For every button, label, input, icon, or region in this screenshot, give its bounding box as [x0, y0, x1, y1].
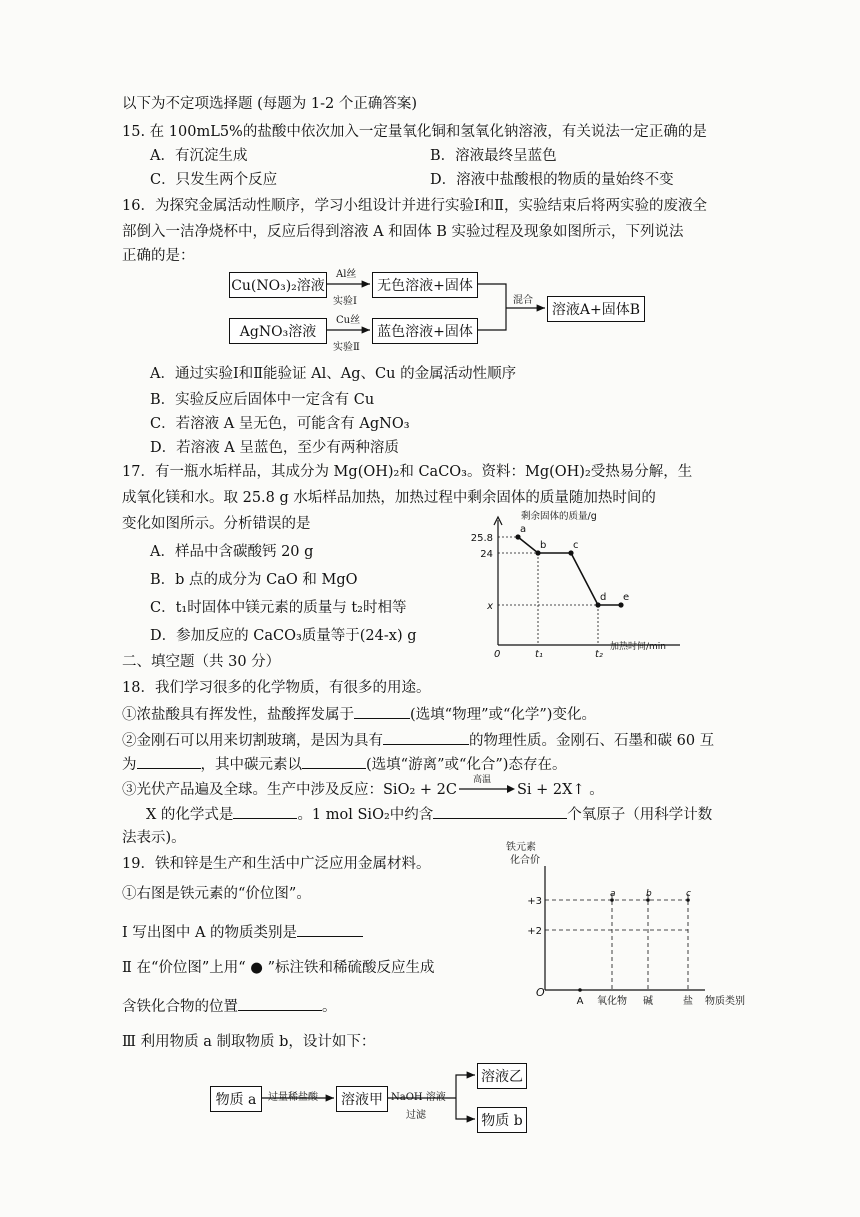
q18-reaction-arrow	[457, 775, 517, 794]
q19-item2b-text: 含铁化合物的位置	[122, 999, 238, 1015]
chart2-point-label-b: b	[646, 889, 652, 899]
chart2-ytick-0: +3	[527, 896, 542, 907]
q19-flow-arrows	[0, 1040, 860, 1150]
chart1-point-e	[618, 602, 623, 607]
q18-p3-text-b: Si + 2X↑ 。	[516, 782, 604, 798]
q17-stem-line2: 成氧化镁和水。取 25.8 g 水垢样品加热，加热过程中剩余固体的质量随加热时间的	[122, 490, 656, 506]
chart1-point-label-b: b	[540, 540, 547, 551]
flow-mix-label: 混合	[513, 295, 533, 306]
q15-option-d: D．溶液中盐酸根的物质的量始终不变	[430, 172, 674, 188]
q15-option-a: A．有沉淀生成	[150, 148, 248, 164]
flow-arrow1-top: Al丝	[336, 269, 357, 280]
flow-arrows	[0, 0, 860, 400]
q18-part3	[122, 775, 604, 800]
q16-stem-line2: 部倒入一洁净烧杯中，反应后得到溶液 A 和固体 B 实验过程及现象如图所示，下列说法	[122, 224, 684, 240]
q18-reaction-condition: 高温	[472, 775, 491, 785]
q18-blank-6[interactable]	[433, 804, 567, 819]
flow-arrow-filter-label: 过滤	[406, 1110, 426, 1121]
q19-blank-1[interactable]	[297, 922, 363, 937]
chart2-category-3: 盐	[683, 996, 693, 1007]
flow-arrow-naoh-label: NaOH 溶液	[391, 1092, 446, 1103]
q18-p2-text-a: ②金刚石可以用来切割玻璃，是因为具有	[122, 733, 383, 749]
q16-stem-line3: 正确的是：	[122, 248, 195, 264]
q16-option-a: A．通过实验Ⅰ和Ⅱ能验证 Al、Ag、Cu 的金属活动性顺序	[150, 366, 517, 382]
q15-option-b: B．溶液最终呈蓝色	[430, 148, 557, 164]
section2-title: 二、填空题（共 30 分）	[122, 654, 281, 670]
chart2-point-label-a: a	[610, 889, 616, 899]
q16-option-d: D．若溶液 A 呈蓝色，至少有两种溶质	[150, 440, 399, 456]
q18-part2	[122, 730, 714, 751]
q17-option-d: D．参加反应的 CaCO₃质量等于(24-x) g	[150, 628, 417, 644]
q19-part1: ①右图是铁元素的“价位图”。	[122, 886, 311, 902]
q15-stem: 15. 在 100mL5%的盐酸中依次加入一定量氧化铜和氢氧化钠溶液，有关说法一定正确的是	[122, 124, 707, 140]
q19-blank-2[interactable]	[238, 996, 322, 1011]
chart2-category-1: 氧化物	[597, 996, 627, 1007]
flow-arrow2-top: Cu丝	[336, 315, 361, 326]
chart1-point-c	[568, 550, 573, 555]
chart1-ytick-1: 24	[480, 549, 493, 560]
q18-p2-text-c: 为	[122, 757, 137, 773]
q19-item2-cont: 含铁化合物的位置 。	[122, 996, 337, 1017]
flow-box-substance-b: 物质 b	[477, 1107, 527, 1133]
q18-p1-text-a: ①浓盐酸具有挥发性，盐酸挥发属于	[122, 707, 354, 723]
chart2-category-0: A	[576, 996, 584, 1007]
q18-part1	[122, 704, 596, 725]
q18-p2-text-d: ，其中碳元素以	[200, 757, 302, 773]
chart2-xlabel: 物质类别	[705, 996, 745, 1007]
chart1-xtick-0: 0	[494, 649, 501, 660]
chart1-point-d	[595, 602, 600, 607]
q16-option-c: C．若溶液 A 呈无色，可能含有 AgNO₃	[150, 416, 410, 432]
q18-part3-end: 法表示)。	[122, 830, 186, 846]
chart1-xlabel: 加热时间/min	[610, 642, 667, 652]
chart1-point-a	[515, 534, 520, 539]
iron-valence-chart	[490, 838, 760, 1013]
chart1-ylabel: 剩余固体的质量/g	[521, 511, 597, 522]
q18-p2-text-e: (选填“游离”或“化合”)态存在。	[366, 757, 567, 773]
q19-item1	[122, 922, 363, 943]
q17-option-b: B．b 点的成分为 CaO 和 MgO	[150, 572, 358, 588]
chart2-point-label-c: c	[686, 889, 691, 899]
q17-stem-line1: 17．有一瓶水垢样品，其成分为 Mg(OH)₂和 CaCO₃。资料：Mg(OH)₂受热易分解，生	[122, 464, 693, 480]
q18-part2-cont	[122, 754, 566, 775]
chart2-ytick-1: +2	[527, 926, 542, 937]
q15-option-c: C．只发生两个反应	[150, 172, 278, 188]
chart2-origin: O	[536, 986, 545, 999]
q17-option-a: A．样品中含碳酸钙 20 g	[150, 544, 314, 560]
q19-item1-text: Ⅰ 写出图中 A 的物质类别是	[122, 925, 298, 941]
q18-p3-text-d: 。1 mol SiO₂中约含	[297, 807, 434, 823]
q18-p3-text-c: X 的化学式是	[146, 807, 234, 823]
q18-p3-text-a: ③光伏产品遍及全球。生产中涉及反应：SiO₂ + 2C	[122, 782, 457, 798]
q18-blank-3[interactable]	[137, 754, 201, 769]
intro-text: 以下为不定项选择题 (每题为 1-2 个正确答案)	[122, 96, 417, 112]
q19-item3: Ⅲ 利用物质 a 制取物质 b，设计如下：	[122, 1034, 376, 1050]
q18-p3-text-e: 个氧原子（用科学计数	[567, 807, 713, 823]
chart1-point-label-d: d	[600, 592, 607, 603]
q18-stem: 18．我们学习很多的化学物质，有很多的用途。	[122, 680, 431, 696]
chart2-ylabel-1: 铁元素	[506, 842, 536, 853]
flow-box-ag-nitrate: AgNO₃溶液	[229, 318, 327, 344]
q19-item2: Ⅱ 在“价位图”上用“ ● ”标注铁和稀硫酸反应生成	[122, 960, 435, 976]
flow-box-colorless: 无色溶液+固体	[372, 272, 478, 298]
chart1-point-label-e: e	[623, 592, 630, 603]
flow-box-blue: 蓝色溶液+固体	[372, 318, 478, 344]
flow-arrow1-bottom: 实验Ⅰ	[333, 296, 357, 307]
flow-box-substance-a: 物质 a	[210, 1086, 262, 1112]
q18-blank-1[interactable]	[354, 704, 410, 719]
mass-vs-time-chart	[455, 505, 705, 660]
chart1-point-b	[535, 550, 540, 555]
q16-option-b: B．实验反应后固体中一定含有 Cu	[150, 392, 375, 408]
flow-box-solution-jia: 溶液甲	[336, 1086, 388, 1112]
chart1-ytick-2: x	[487, 601, 493, 612]
chart1-xtick-1: t₁	[535, 649, 543, 660]
q17-stem-line3: 变化如图所示。分析错误的是	[122, 516, 311, 532]
q16-stem-line1: 16．为探究金属活动性顺序，学习小组设计并进行实验Ⅰ和Ⅱ，实验结束后将两实验的废液全	[122, 198, 708, 214]
q18-blank-4[interactable]	[302, 754, 366, 769]
flow-arrow2-bottom: 实验Ⅱ	[333, 342, 360, 353]
q18-blank-2[interactable]	[383, 730, 469, 745]
q18-p1-text-b: (选填“物理”或“化学”)变化。	[410, 707, 596, 723]
q17-option-c: C．t₁时固体中镁元素的质量与 t₂时相等	[150, 600, 407, 616]
flow-arrow-hcl-label: 过量稀盐酸	[268, 1092, 318, 1103]
flow-box-result: 溶液A+固体B	[547, 296, 645, 322]
q18-blank-5[interactable]	[233, 804, 297, 819]
chart2-ylabel-2: 化合价	[510, 855, 540, 866]
chart1-point-label-c: c	[573, 540, 579, 551]
chart1-point-label-a: a	[520, 524, 527, 535]
chart1-ytick-0: 25.8	[470, 533, 493, 544]
chart2-category-2: 碱	[643, 996, 653, 1007]
chart1-xtick-2: t₂	[595, 649, 603, 660]
chart2-category-tick-a	[578, 988, 582, 992]
q18-p2-text-b: 的物理性质。金刚石、石墨和碳 60 互	[469, 733, 715, 749]
q19-stem: 19．铁和锌是生产和生活中广泛应用金属材料。	[122, 856, 431, 872]
q18-part3-cont	[146, 804, 712, 825]
flow-box-cu-nitrate: Cu(NO₃)₂溶液	[229, 272, 327, 298]
flow-box-solution-yi: 溶液乙	[477, 1063, 527, 1089]
